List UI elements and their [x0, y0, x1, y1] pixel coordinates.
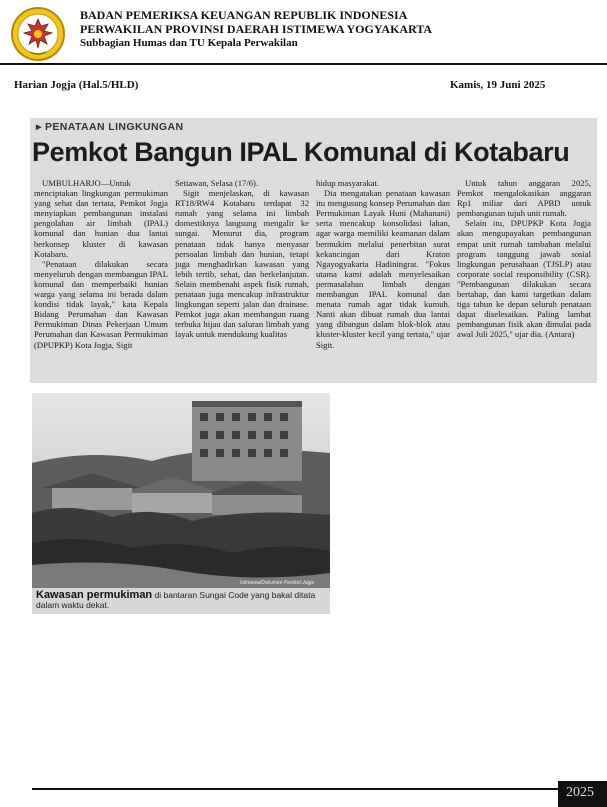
- rubric-text: PENATAAN LINGKUNGAN: [45, 121, 184, 133]
- paragraph: Dia mengatakan penataan kawasan itu mengusung konsep Perumahan dan Permukiman Layak Huni (Mahanani) serta mencakup konsolidasi lahan, agar warga memiliki keamanan dalam bermukim melalui penerbitan surat kekancingan dari Kraton Ngayogyakarta Hadiningrat. "Fokus utama kami adalah menyelesaikan permasalahan limbah dengan membangun IPAL komunal dan menata rumah agar tidak kumuh. Nanti akan dibuat rumah dua lantai yang dibangun dalam blok-blok atau kluster-kluster kecil yang tertata," ujar Sigit.: [316, 188, 450, 350]
- footer-divider: [32, 788, 558, 790]
- article-column-4: [457, 178, 591, 340]
- photo-caption: [36, 590, 328, 610]
- paragraph: "Penataan dilakukan secara menyeluruh dengan membangun IPAL komunal dan memperbaiki hunian warga yang selama ini berada dalam kondisi tidak layak," kata Kepala Bidang Perumahan dan Kawasan Permukiman Dinas Pekerjaan Umum Perumahan dan Kawasan Permukiman (DPUPKP) Kota Jogja, Sigit: [34, 258, 168, 350]
- caption-text: di bantaran Sungai Code yang bakal ditata dalam waktu dekat.: [36, 590, 316, 610]
- news-photo: [32, 393, 330, 588]
- paragraph: hidup masyarakat.: [316, 178, 380, 188]
- article-headline: Pemkot Bangun IPAL Komunal di Kotabaru: [32, 137, 570, 167]
- paragraph: Untuk tahun anggaran 2025, Pemkot mengalokasikan anggaran Rp1 miliar dari APBD untuk pembangunan tujuh unit rumah.: [457, 178, 591, 219]
- rubric-label: ▸ PENATAAN LINGKUNGAN: [36, 121, 184, 133]
- article-column-1: [34, 178, 168, 350]
- institution-line-2: PERWAKILAN PROVINSI DAERAH ISTIMEWA YOGYAKARTA: [80, 22, 433, 36]
- paragraph: Setiawan, Selasa (17/6).: [175, 178, 259, 188]
- article-column-2: [175, 178, 309, 340]
- footer-year: 2025: [566, 785, 594, 800]
- paragraph: Selain itu, DPUPKP Kota Jogja akan mengupayakan pembangunan empat unit rumah tambahan melalui program tanggung jawab sosial lingkungan perusahaan (TJSLP) atau corporate social responsibility (CSR). "Pembangunan dilakukan secara bertahap, dan kami targetkan dalam tiga tahun ke depan seluruh penataan dapat diselesaikan. Paling lambat pembangunan fisik akan dimulai pada awal Juli 2025," ujar dia. (Antara): [457, 218, 591, 340]
- paragraph: UMBULHARJO—Untuk menciptakan lingkungan permukiman yang sehat dan tertata, Pemkot Jogja menyiapkan pembangunan instalasi pengolahan air limbah (IPAL) komunal dan hunian dua lantai berkonsep kluster di kawasan Kotabaru.: [34, 178, 168, 259]
- newspaper-source: Harian Jogja (Hal.5/HLD): [14, 79, 139, 91]
- garuda-emblem-icon: [10, 6, 66, 62]
- settlement-photo-image: [32, 393, 330, 588]
- caption-lead: Kawasan permukiman: [36, 589, 153, 601]
- institution-line-1: BADAN PEMERIKSA KEUANGAN REPUBLIK INDONESIA: [80, 8, 408, 22]
- header-divider: [0, 63, 607, 65]
- photo-credit: Istimewa/Dokumen Pemkot Jogja: [240, 580, 315, 586]
- institution-line-3: Subbagian Humas dan TU Kepala Perwakilan: [80, 37, 298, 49]
- institution-header: [80, 8, 432, 50]
- paragraph: Sigit menjelaskan, di kawasan RT18/RW4 Kotabaru terdapat 32 rumah yang selama ini limbah domestiknya langsung mengalir ke sungai. Menurut dia, program penataan tidak hanya menyasar persoalan limbah dan hunian, tetapi juga menghadirkan kawasan yang lebih tertib, sehat, dan berkelanjutan. Selain membenahi aspek fisik rumah, penataan juga mencakup infrastruktur lingkungan seperti jalan dan drainase. Pemkot juga akan membangun ruang terbuka hijau dan saluran limbah yang layak untuk mendukung kualitas: [175, 188, 309, 340]
- article-column-3: [316, 178, 450, 350]
- bpk-logo: [10, 6, 66, 62]
- publication-date: Kamis, 19 Juni 2025: [450, 79, 546, 91]
